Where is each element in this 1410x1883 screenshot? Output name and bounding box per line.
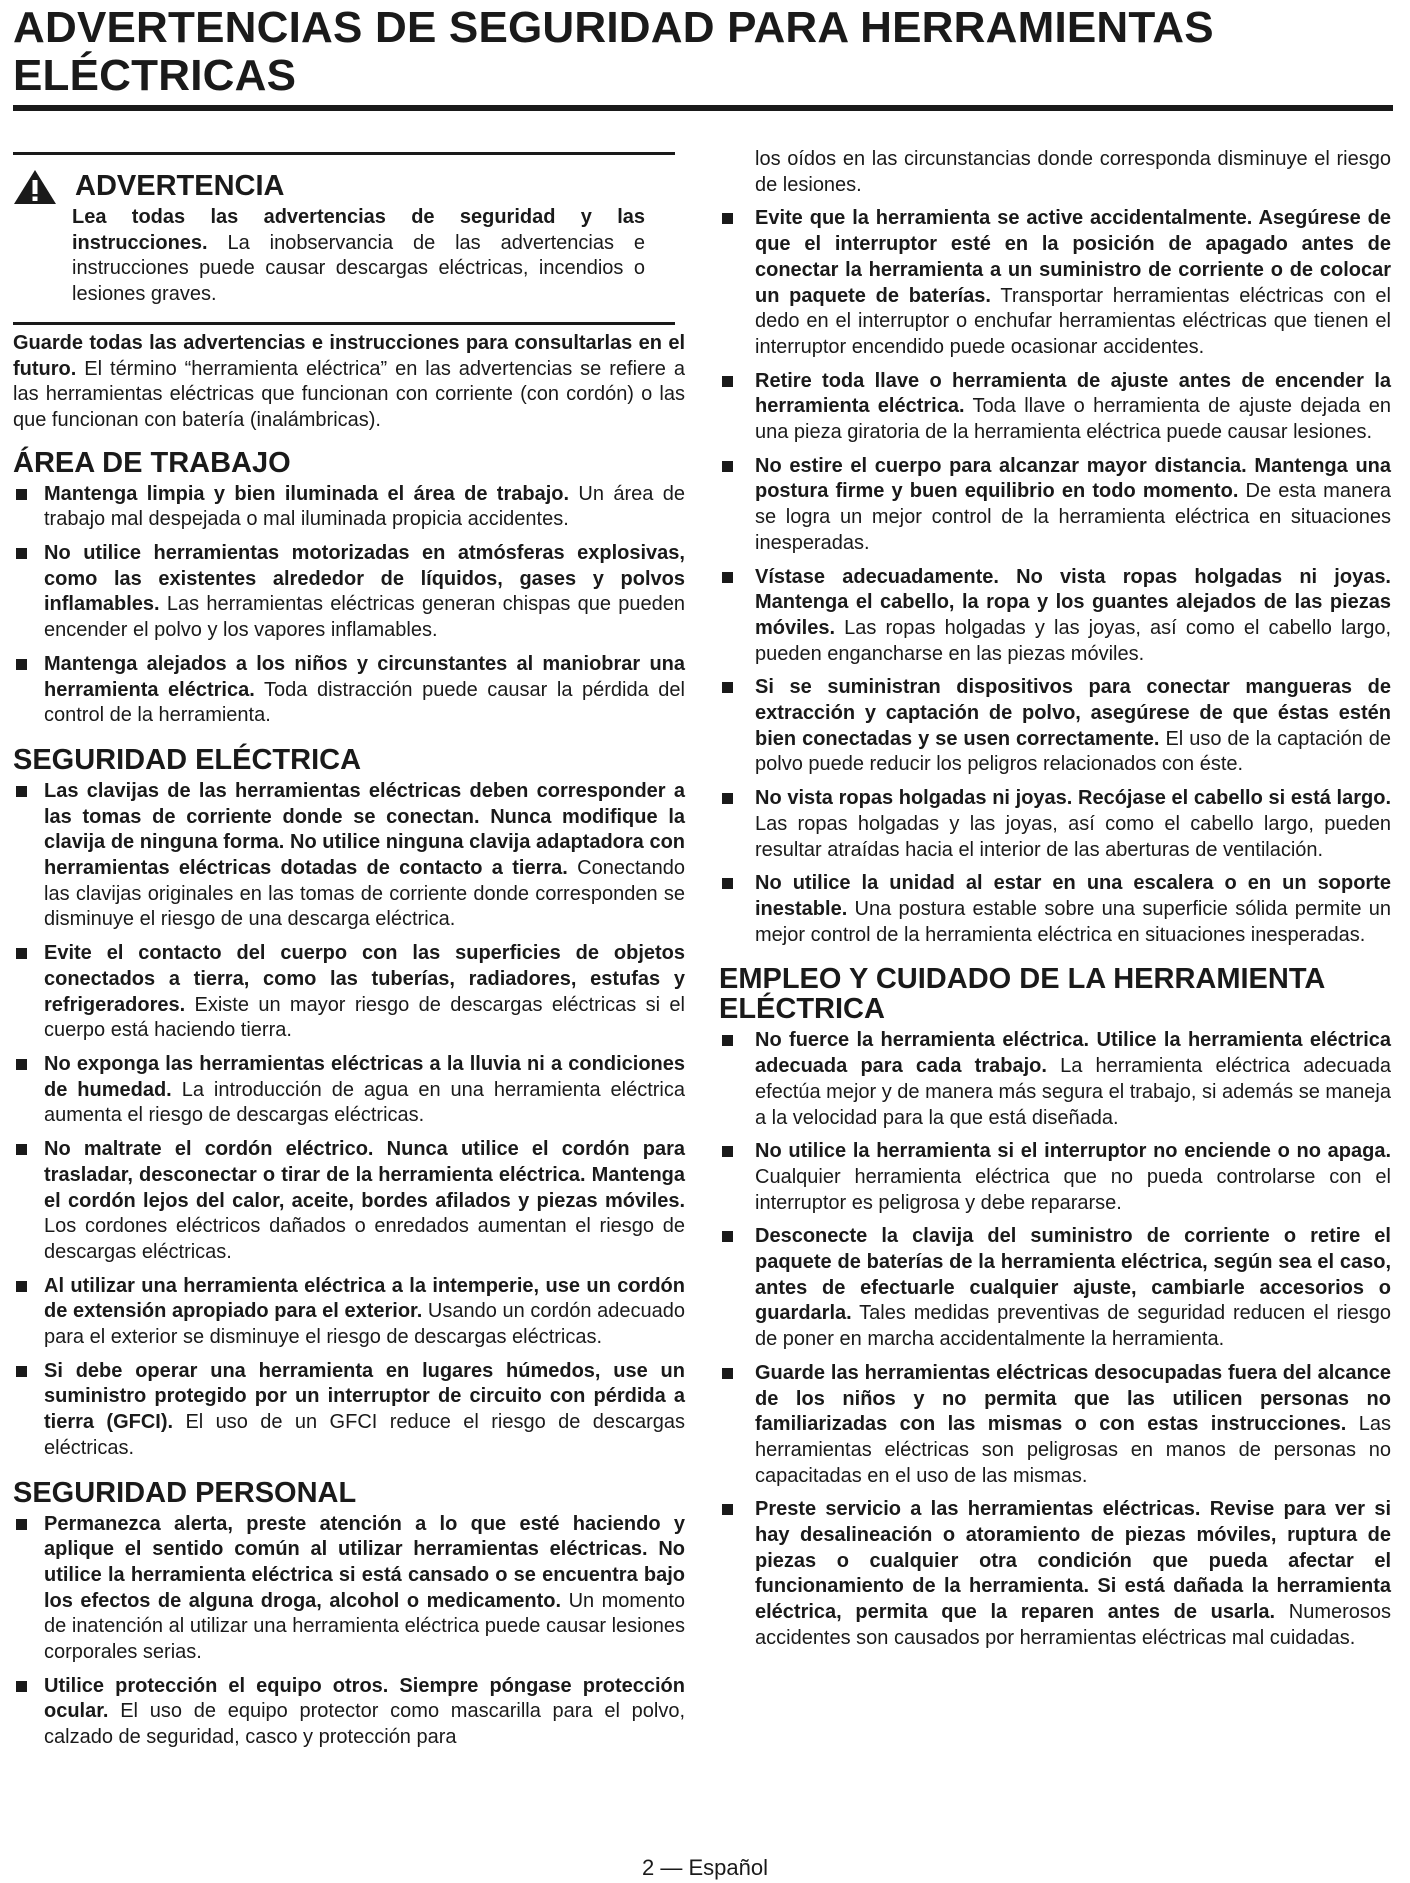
- bullet-icon: [722, 1368, 733, 1379]
- list-item: [719, 206, 1391, 360]
- list-item: [13, 1359, 685, 1462]
- item-bold: Si debe operar una herramienta en lugares húmedos, use un suministro protegido por un interruptor de circuito con pérdida a tierra (GFCI).: [44, 1359, 685, 1434]
- item-bold: No estire el cuerpo para alcanzar mayor distancia. Mantenga una postura firme y buen equilibrio en todo momento.: [755, 454, 1391, 503]
- section-title-personal: SEGURIDAD PERSONAL: [13, 1476, 357, 1509]
- item-bold: No maltrate el cordón eléctrico. Nunca utilice el cordón para trasladar, desconectar o tirar de la herramienta eléctrica. Mantenga el cordón lejos del calor, aceite, bordes afilados y piezas móviles.: [44, 1138, 685, 1212]
- bullet-icon: [722, 376, 733, 387]
- page-title: ADVERTENCIAS DE SEGURIDAD PARA HERRAMIENTAS ELÉCTRICAS: [13, 3, 1214, 100]
- section-title-area: ÁREA DE TRABAJO: [13, 446, 291, 479]
- list-item: [13, 1674, 685, 1751]
- bullet-icon: [16, 1366, 27, 1377]
- item-bold: Permanezca alerta, preste atención a lo que esté haciendo y aplique el sentido común al utilizar herramientas eléctricas. No utilice la herramienta eléctrica si está cansado o se encuentra bajo los efectos de alguna droga, alcohol o medicamento.: [44, 1512, 685, 1612]
- personal-list-continued: [719, 206, 1391, 948]
- item-text: Tales medidas preventivas de seguridad reducen el riesgo de poner en marcha accidentalmente la herramienta.: [755, 1302, 1391, 1351]
- item-bold: Preste servicio a las herramientas eléctricas. Revise para ver si hay desalineación o atoramiento de piezas móviles, ruptura de piezas o cualquier otra condición que pueda afectar el funcionamiento de la herramienta. Si está dañada la herramienta eléctrica, permita que la reparen antes de usarla.: [755, 1498, 1391, 1624]
- item-text: Usando un cordón adecuado para el exterior se disminuye el riesgo de descargas eléctricas.: [44, 1300, 686, 1349]
- list-item: [13, 482, 685, 533]
- bullet-icon: [722, 878, 733, 889]
- item-bold: Si se suministran dispositivos para conectar mangueras de extracción y captación de polvo, asegúrese de que éstas estén bien conectadas y se usen correctamente.: [755, 676, 1391, 750]
- bullet-icon: [722, 213, 733, 224]
- item-bold: Guarde las herramientas eléctricas desocupadas fuera del alcance de los niños y no permita que las utilicen personas no familiarizadas con las mismas o con estas instrucciones.: [755, 1361, 1391, 1436]
- warning-text: [72, 205, 645, 308]
- item-text: De esta manera se logra un mejor control de la herramienta eléctrica en situaciones inesperadas.: [755, 480, 1391, 554]
- bullet-icon: [16, 1059, 27, 1070]
- item-text: El uso de la captación de polvo puede reducir los peligros relacionados con éste.: [755, 727, 1391, 776]
- item-text: Un área de trabajo mal despejada o mal iluminada propicia accidentes.: [44, 482, 685, 531]
- warning-header: [13, 169, 685, 205]
- bullet-icon: [722, 572, 733, 583]
- warning-top-divider: [13, 152, 675, 155]
- item-text: Las ropas holgadas y las joyas, así como el cabello largo, pueden engancharse en las piezas móviles.: [755, 616, 1391, 665]
- item-text: La herramienta eléctrica adecuada efectúa mejor y de manera más segura el trabajo, si además se maneja a la velocidad para la que está diseñada.: [755, 1055, 1391, 1129]
- list-item: [719, 1139, 1391, 1216]
- bullet-icon: [722, 461, 733, 472]
- item-bold: No utilice herramientas motorizadas en atmósferas explosivas, como las existentes alrededor de líquidos, gases y polvos inflamables.: [44, 542, 685, 616]
- bullet-icon: [16, 489, 27, 500]
- personal-continuation: los oídos en las circunstancias donde corresponda disminuye el riesgo de lesiones.: [755, 148, 1391, 196]
- item-text: El uso de equipo protector como mascarilla para el polvo, calzado de seguridad, casco y protección para: [44, 1700, 685, 1749]
- electrica-list: [13, 779, 685, 1462]
- item-bold: Utilice protección el equipo otros. Siempre póngase protección ocular.: [44, 1674, 685, 1723]
- bullet-icon: [16, 1144, 27, 1155]
- item-bold: No exponga las herramientas eléctricas a la lluvia ni a condiciones de humedad.: [44, 1052, 685, 1101]
- list-item: [13, 941, 685, 1044]
- item-text: Numerosos accidentes son causados por herramientas eléctricas mal cuidadas.: [755, 1601, 1392, 1649]
- list-item: [719, 454, 1391, 557]
- bullet-icon: [722, 1504, 733, 1515]
- list-item: [13, 541, 685, 644]
- item-text: La introducción de agua en una herramienta eléctrica aumenta el riesgo de descargas eléctricas.: [44, 1078, 685, 1127]
- bullet-icon: [722, 793, 733, 804]
- section-title-electrica: SEGURIDAD ELÉCTRICA: [13, 743, 362, 776]
- right-column: [719, 147, 1391, 1660]
- item-bold: No utilice la unidad al estar en una escalera o en un soporte inestable.: [755, 872, 1391, 920]
- item-text: Toda distracción puede causar la pérdida del control de la herramienta.: [44, 678, 685, 727]
- bullet-icon: [16, 786, 27, 797]
- list-item: [719, 1224, 1391, 1353]
- bullet-icon: [722, 682, 733, 693]
- item-text: Un momento de inatención al utilizar una herramienta eléctrica puede causar lesiones corporales serias.: [44, 1589, 686, 1664]
- section-title-empleo: EMPLEO Y CUIDADO DE LA HERRAMIENTA ELÉCTRICA: [719, 963, 1325, 1026]
- list-item: [13, 1137, 685, 1266]
- warning-bottom-divider: [13, 322, 675, 325]
- item-bold: No vista ropas holgadas ni joyas. Recójase el cabello si está largo.: [755, 787, 1391, 810]
- left-column: [13, 146, 685, 1759]
- bullet-icon: [16, 548, 27, 559]
- list-item: [13, 1052, 685, 1129]
- personal-list: [13, 1512, 685, 1751]
- item-text: Cualquier herramienta eléctrica que no pueda controlarse con el interruptor es peligrosa y debe repararse.: [755, 1165, 1391, 1214]
- list-item: [719, 786, 1391, 863]
- item-bold: Evite el contacto del cuerpo con las superficies de objetos conectados a tierra, como las tuberías, radiadores, estufas y refrigeradores.: [44, 942, 685, 1016]
- list-item: [13, 1512, 685, 1666]
- warning-body: La inobservancia de las advertencias e instrucciones puede causar descargas eléctricas, incendios o lesiones graves.: [72, 231, 645, 306]
- item-bold: Mantenga limpia y bien iluminada el área de trabajo.: [44, 482, 570, 505]
- bullet-icon: [722, 1146, 733, 1157]
- list-item: [13, 779, 685, 933]
- warning-bold: Lea todas las advertencias de seguridad y las instrucciones.: [72, 206, 645, 254]
- bullet-icon: [16, 659, 27, 670]
- item-text: Las ropas holgadas y las joyas, así como el cabello largo, pueden resultar atraídas hacia el interior de las aberturas de ventilación.: [755, 812, 1391, 861]
- list-item: [719, 565, 1391, 668]
- item-bold: No fuerce la herramienta eléctrica. Utilice la herramienta eléctrica adecuada para cada trabajo.: [755, 1029, 1391, 1078]
- item-bold: Vístase adecuadamente. No vista ropas holgadas ni joyas. Mantenga el cabello, la ropa y los guantes alejados de las piezas móviles.: [755, 565, 1391, 639]
- item-text: Las herramientas eléctricas son peligrosas en manos de personas no capacitadas en el uso de las mismas.: [755, 1413, 1391, 1487]
- bullet-icon: [16, 1681, 27, 1692]
- bullet-icon: [722, 1231, 733, 1242]
- intro-paragraph: [13, 331, 685, 434]
- warning-triangle-icon: [13, 169, 57, 205]
- list-item: [719, 369, 1391, 446]
- intro-bold: Guarde todas las advertencias e instrucciones para consultarlas en el futuro.: [13, 331, 685, 380]
- item-text: Los cordones eléctricos dañados o enredados aumentan el riesgo de descargas eléctricas.: [44, 1215, 685, 1263]
- item-bold: Mantenga alejados a los niños y circunstantes al maniobrar una herramienta eléctrica.: [44, 652, 685, 701]
- list-item: [719, 1361, 1391, 1490]
- list-item: [719, 871, 1391, 948]
- warning-title: ADVERTENCIA: [75, 170, 285, 203]
- item-text: El uso de un GFCI reduce el riesgo de descargas eléctricas.: [44, 1411, 685, 1459]
- bullet-icon: [16, 948, 27, 959]
- list-item: [13, 652, 685, 729]
- bullet-icon: [16, 1281, 27, 1292]
- item-bold: Desconecte la clavija del suministro de corriente o retire el paquete de baterías de la herramienta eléctrica, según sea el caso, antes de efectuarle cualquier ajuste, cambiarle accesorios o guardarla.: [755, 1225, 1391, 1325]
- item-bold: Evite que la herramienta se active accidentalmente. Asegúrese de que el interruptor esté en la posición de apagado antes de conectar la herramienta a un suministro de corriente o de colocar un paquete de baterías.: [755, 207, 1391, 307]
- intro-text: El término “herramienta eléctrica” en las advertencias se refiere a las herramientas eléctricas que funcionan con corriente (con cordón) o las que funcionan con batería (inalámbricas).: [13, 357, 685, 431]
- bullet-icon: [722, 1035, 733, 1046]
- list-item: [719, 1028, 1391, 1131]
- list-item: [719, 1497, 1391, 1651]
- bullet-icon: [16, 1519, 27, 1530]
- area-list: [13, 482, 685, 729]
- item-text: Toda llave o herramienta de ajuste dejada en una pieza giratoria de la herramienta eléctrica puede causar lesiones.: [755, 395, 1391, 444]
- list-item: [13, 1274, 685, 1351]
- item-bold: No utilice la herramienta si el interruptor no enciende o no apaga.: [755, 1140, 1391, 1163]
- title-divider: [13, 105, 1393, 111]
- item-text: Conectando las clavijas originales en las tomas de corriente donde corresponden se disminuye el riesgo de una descarga eléctrica.: [44, 857, 685, 931]
- item-bold: Al utilizar una herramienta eléctrica a la intemperie, use un cordón de extensión apropiado para el exterior.: [44, 1274, 685, 1323]
- item-bold: Retire toda llave o herramienta de ajuste antes de encender la herramienta eléctrica.: [755, 369, 1391, 418]
- list-item: [719, 675, 1391, 778]
- page-footer: 2 — Español: [642, 1855, 768, 1880]
- item-text: Transportar herramientas eléctricas con el dedo en el interruptor o enchufar herramientas eléctricas que tienen el interruptor encendido puede ocasionar accidentes.: [755, 284, 1391, 358]
- item-text: Una postura estable sobre una superficie sólida permite un mejor control de la herramienta eléctrica en situaciones inesperadas.: [755, 897, 1391, 946]
- item-bold: Las clavijas de las herramientas eléctricas deben corresponder a las tomas de corriente donde se conectan. Nunca modifique la clavija de ninguna forma. No utilice ninguna clavija adaptadora con herramientas eléctricas dotadas de contacto a tierra.: [44, 779, 685, 880]
- item-text: Existe un mayor riesgo de descargas eléctricas si el cuerpo está haciendo tierra.: [44, 993, 685, 1042]
- empleo-list: [719, 1028, 1391, 1651]
- item-text: Las herramientas eléctricas generan chispas que pueden encender el polvo y los vapores inflamables.: [44, 593, 685, 642]
